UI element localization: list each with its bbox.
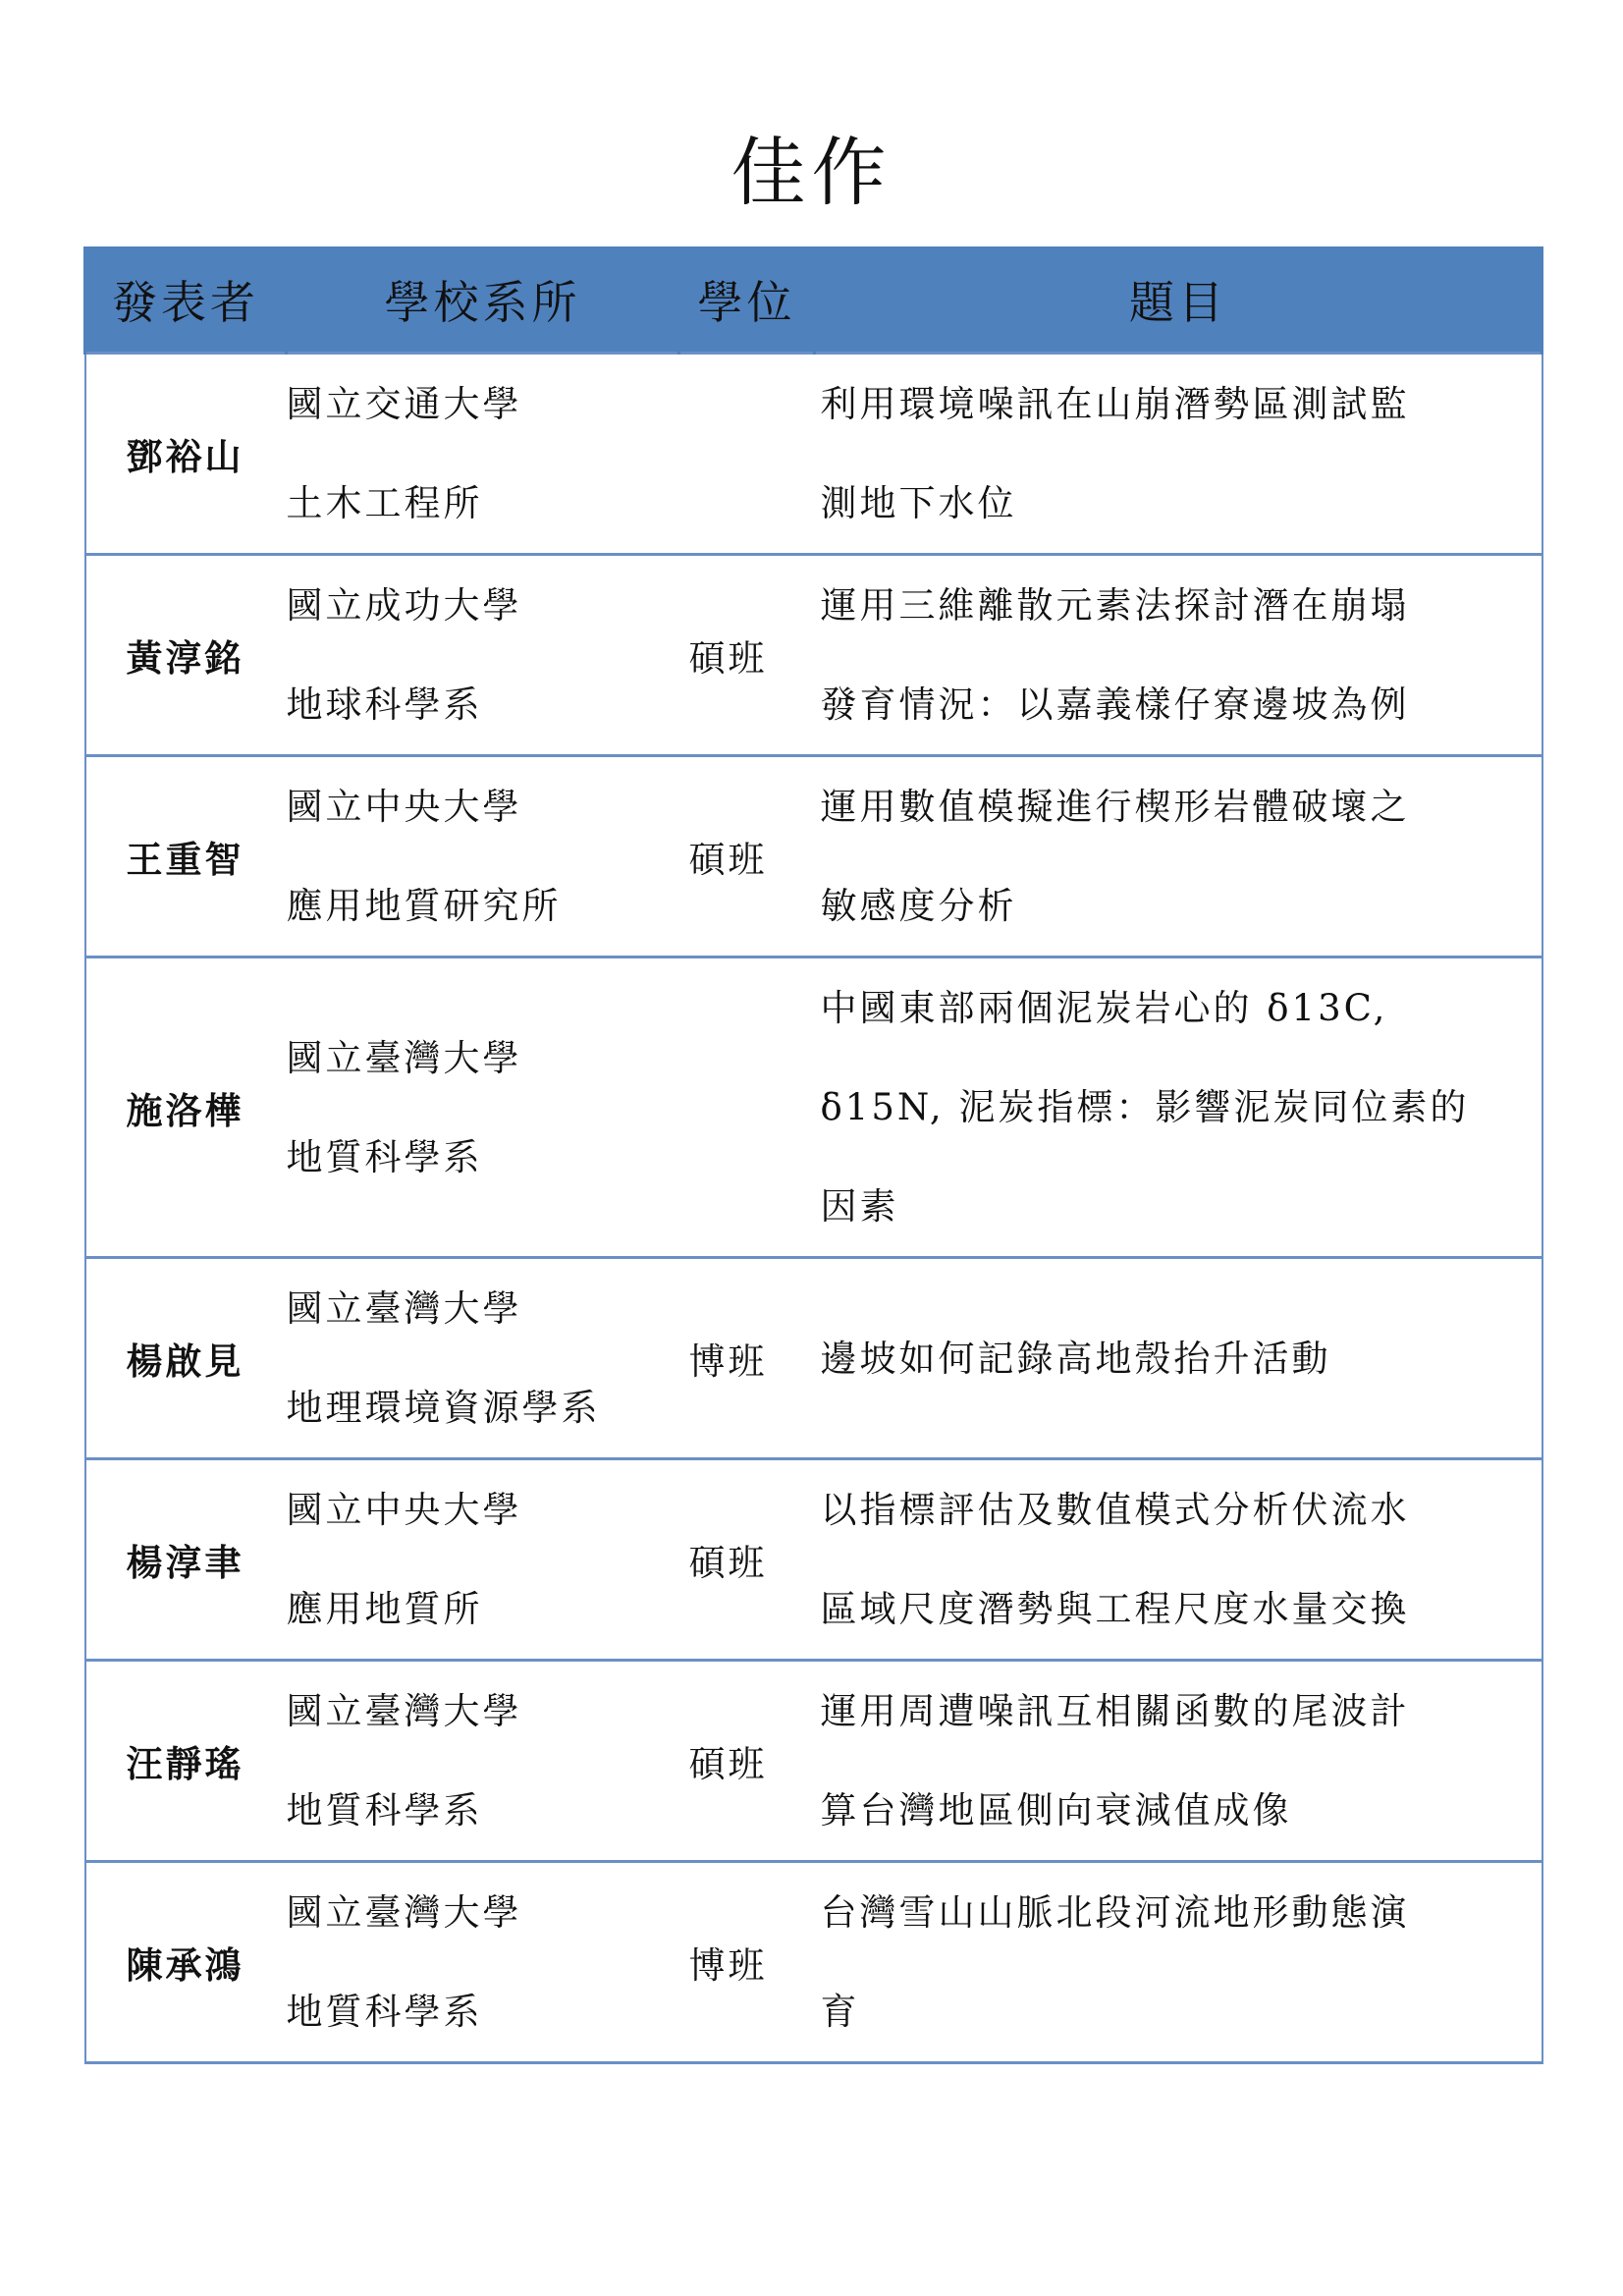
presenter-cell: 黃淳銘 — [85, 555, 287, 756]
header-degree: 學位 — [679, 246, 815, 354]
topic-cell — [815, 756, 1542, 957]
degree-cell — [679, 354, 815, 555]
table-row — [85, 957, 1542, 1258]
table-row — [85, 1459, 1542, 1661]
topic-cell — [815, 1258, 1542, 1459]
table-row — [85, 1661, 1542, 1862]
school-cell — [287, 756, 679, 957]
school-line: 國立中央大學 — [286, 1489, 522, 1531]
presenter-cell: 楊啟見 — [85, 1258, 287, 1459]
topic-line: 算台灣地區側向衰減值成像 — [820, 1789, 1292, 1831]
header-topic: 題目 — [815, 246, 1542, 354]
degree-cell: 碩班 — [679, 1459, 815, 1661]
table-row — [85, 555, 1542, 756]
degree-cell: 碩班 — [679, 1661, 815, 1862]
school-line: 地質科學系 — [286, 1991, 483, 2033]
school-line: 國立臺灣大學 — [286, 1891, 522, 1934]
degree-cell: 碩班 — [679, 756, 815, 957]
topic-cell — [815, 555, 1542, 756]
topic-line: 台灣雪山山脈北段河流地形動態演 — [820, 1891, 1410, 1934]
school-cell — [287, 1862, 679, 2063]
school-cell — [287, 1661, 679, 1862]
table-row — [85, 1862, 1542, 2063]
header-school: 學校系所 — [287, 246, 679, 354]
school-line: 國立中央大學 — [286, 786, 522, 828]
school-cell — [287, 1258, 679, 1459]
degree-cell: 博班 — [679, 1258, 815, 1459]
topic-cell — [815, 1862, 1542, 2063]
school-line: 應用地質所 — [286, 1588, 483, 1630]
school-line: 國立成功大學 — [286, 584, 522, 627]
presenter-cell: 陳承鴻 — [85, 1862, 287, 2063]
table-row — [85, 354, 1542, 555]
degree-cell: 碩班 — [679, 555, 815, 756]
school-line: 應用地質研究所 — [286, 885, 562, 927]
topic-line: 因素 — [820, 1185, 899, 1228]
table-header-row — [85, 246, 1542, 354]
topic-cell — [815, 1459, 1542, 1661]
topic-line: 以指標評估及數值模式分析伏流水 — [820, 1489, 1410, 1531]
presenter-cell: 汪靜瑤 — [85, 1661, 287, 1862]
school-line: 國立臺灣大學 — [286, 1036, 522, 1079]
presenter-cell: 楊淳聿 — [85, 1459, 287, 1661]
topic-line: 敏感度分析 — [820, 885, 1017, 927]
topic-line: δ15N, 泥炭指標：影響泥炭同位素的 — [820, 1086, 1470, 1128]
school-cell — [287, 957, 679, 1258]
topic-cell — [815, 354, 1542, 555]
topic-line: 測地下水位 — [820, 482, 1017, 524]
topic-cell — [815, 1661, 1542, 1862]
school-cell — [287, 555, 679, 756]
school-line: 地質科學系 — [286, 1789, 483, 1831]
presenter-cell: 王重智 — [85, 756, 287, 957]
degree-cell: 博班 — [679, 1862, 815, 2063]
degree-cell — [679, 957, 815, 1258]
school-line: 地理環境資源學系 — [286, 1387, 601, 1429]
header-presenter: 發表者 — [85, 246, 287, 354]
topic-line: 運用數值模擬進行楔形岩體破壞之 — [820, 786, 1410, 828]
school-line: 地球科學系 — [286, 683, 483, 726]
school-line: 地質科學系 — [286, 1135, 483, 1178]
table-row — [85, 756, 1542, 957]
topic-line: 中國東部兩個泥炭岩心的 δ13C, — [820, 987, 1388, 1029]
table-row — [85, 1258, 1542, 1459]
school-cell — [287, 1459, 679, 1661]
school-line: 國立交通大學 — [286, 383, 522, 425]
topic-line: 運用周遭噪訊互相關函數的尾波計 — [820, 1690, 1410, 1732]
topic-line: 發育情況：以嘉義樣仔寮邊坡為例 — [820, 683, 1410, 726]
school-line: 土木工程所 — [286, 482, 483, 524]
school-line: 國立臺灣大學 — [286, 1287, 522, 1330]
page-title: 佳作 — [730, 129, 893, 216]
topic-line: 利用環境噪訊在山崩潛勢區測試監 — [820, 383, 1410, 425]
topic-line: 邊坡如何記錄高地殼抬升活動 — [820, 1337, 1331, 1380]
presenter-cell: 鄧裕山 — [85, 354, 287, 555]
topic-cell — [815, 957, 1542, 1258]
topic-line: 區域尺度潛勢與工程尺度水量交換 — [820, 1588, 1410, 1630]
school-line: 國立臺灣大學 — [286, 1690, 522, 1732]
topic-line: 育 — [820, 1991, 860, 2033]
school-cell — [287, 354, 679, 555]
presenter-cell: 施洛樺 — [85, 957, 287, 1258]
award-table — [83, 246, 1543, 2064]
topic-line: 運用三維離散元素法探討潛在崩塌 — [820, 584, 1410, 627]
